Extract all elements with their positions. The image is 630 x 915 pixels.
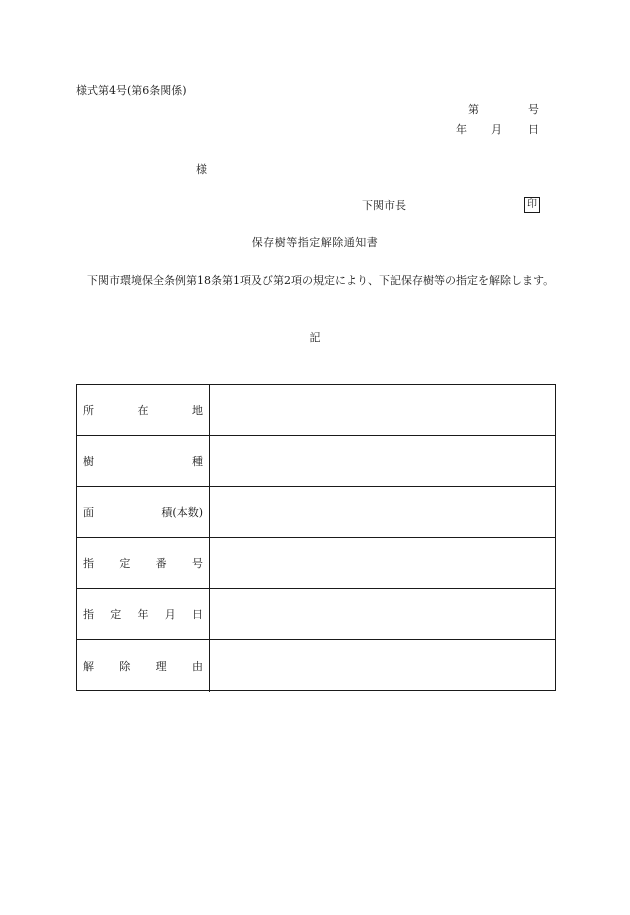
table-row [77, 589, 555, 640]
label-char: 種 [192, 455, 203, 468]
document-title: 保存樹等指定解除通知書 [251, 236, 379, 249]
label-char: 面 [83, 506, 94, 519]
table-row [77, 385, 555, 436]
table-row [77, 538, 555, 589]
row-label-designation-date [77, 589, 210, 639]
value-species[interactable] [210, 436, 555, 486]
document-number-prefix: 第 [468, 103, 479, 116]
addressee-honorific: 様 [196, 163, 207, 176]
row-label-location [77, 385, 210, 435]
row-label-area [77, 487, 210, 537]
label-char: 由 [191, 660, 203, 673]
document-number-suffix: 号 [528, 103, 539, 116]
label-char: 積(本数) [161, 506, 203, 519]
value-designation-date[interactable] [210, 589, 555, 639]
label-char: 定 [119, 557, 131, 570]
label-char: 所 [83, 404, 94, 417]
sender-name: 下関市長 [362, 199, 406, 212]
value-cancellation-reason[interactable] [210, 640, 555, 692]
details-table [76, 384, 556, 691]
label-char: 月 [164, 608, 176, 621]
date-day-label: 日 [528, 123, 539, 136]
date-month-label: 月 [491, 123, 502, 136]
label-char: 樹 [83, 455, 94, 468]
row-label-species [77, 436, 210, 486]
table-row [77, 436, 555, 487]
form-number: 様式第4号(第6条関係) [76, 84, 187, 97]
table-row [77, 640, 555, 692]
label-char: 日 [192, 608, 203, 621]
label-char: 指 [83, 557, 94, 570]
label-char: 理 [155, 660, 167, 673]
value-designation-number[interactable] [210, 538, 555, 588]
label-char: 除 [119, 660, 131, 673]
label-char: 定 [110, 608, 122, 621]
label-char: 解 [83, 660, 94, 673]
ki-heading: 記 [309, 331, 321, 344]
label-char: 指 [83, 608, 94, 621]
value-area[interactable] [210, 487, 555, 537]
label-char: 年 [137, 608, 149, 621]
date-year-label: 年 [456, 123, 467, 136]
label-char: 番 [155, 557, 167, 570]
label-char: 号 [191, 557, 203, 570]
body-text: 下関市環境保全条例第18条第1項及び第2項の規定により、下記保存樹等の指定を解除します。 [87, 274, 555, 287]
label-char: 地 [192, 404, 203, 417]
row-label-designation-number [77, 538, 210, 588]
label-char: 在 [137, 404, 149, 417]
seal-mark: 印 [524, 197, 540, 213]
table-row [77, 487, 555, 538]
row-label-cancellation-reason [77, 640, 210, 692]
value-location[interactable] [210, 385, 555, 435]
